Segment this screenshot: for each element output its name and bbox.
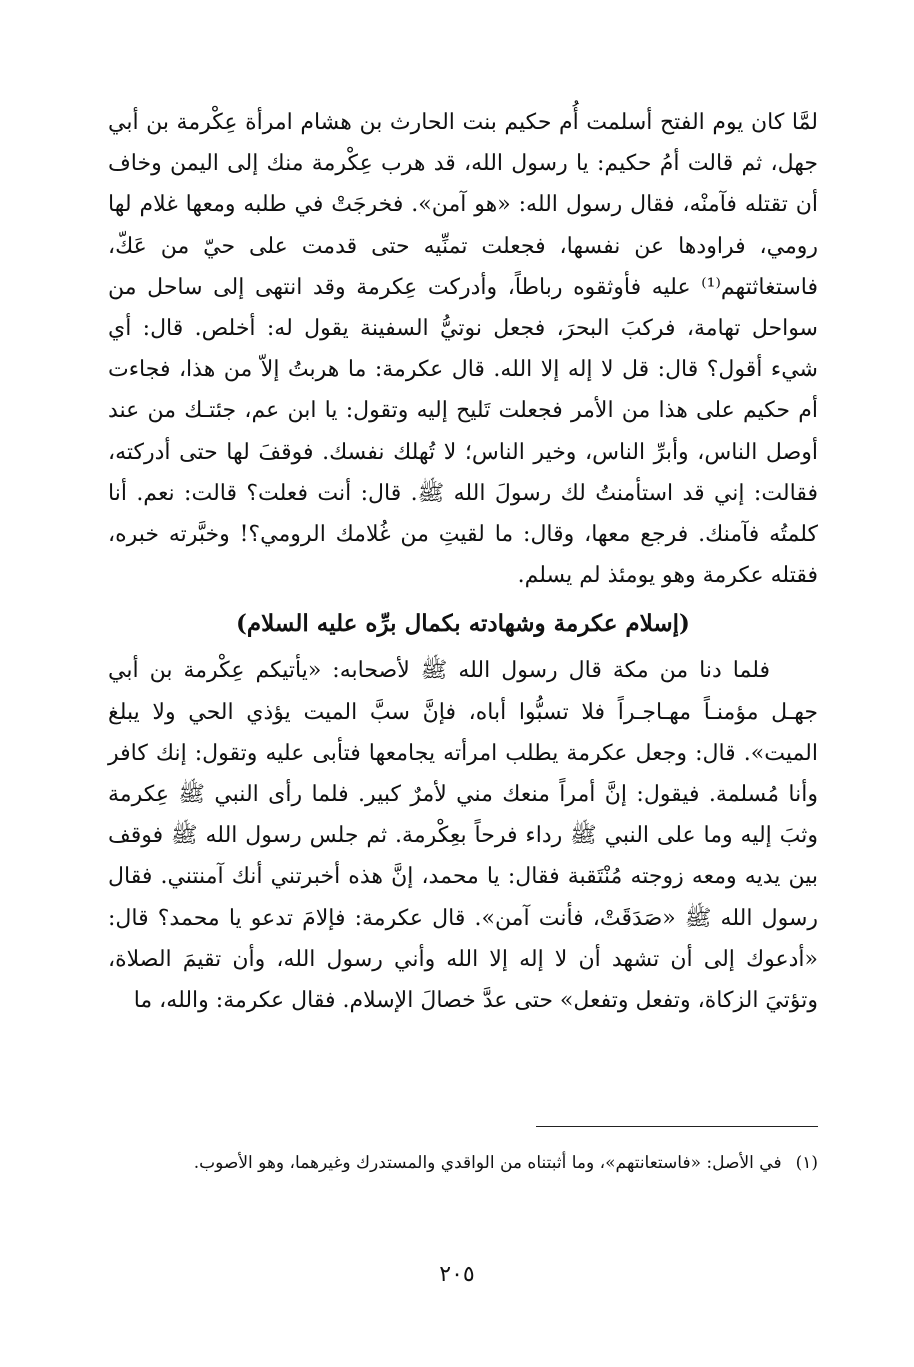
footnote-divider — [536, 1126, 818, 1127]
footnote-text: في الأصل: «فاستعانتهم»، وما أثبتناه من الواقدي والمستدرك وغيرهما، وهو الأصوب. — [193, 1153, 782, 1173]
footnote-number: (١) — [795, 1153, 818, 1173]
paragraph-1: لمَّا كان يوم الفتح أسلمت أُم حكيم بنت الحارث بن هشام امرأة عِكْرمة بن أبي جهل، ثم قالت أمُ حكيم: يا رسول الله، قد هرب عِكْرمة منك إلى اليمن وخاف أن تقتله فآمنْه، فقال رسول الله: «هو آمن». فخرجَتْ في طلبه ومعها غلام لها رومي، فراودها عن نفسها، فجعلت تمنِّيه حتى قدمت على حيّ من عَكّ، فاستغاثتهم⁽¹⁾ عليه فأوثقوه رباطاً، وأدركت عِكرمة وقد انتهى إلى ساحل من سواحل تهامة، فركبَ البحرَ، فجعل نوتيُّ السفينة يقول له: أخلص. قال: أي شيء أقول؟ قال: قل لا إله إلا الله. قال عكرمة: ما هربتُ إلاّ من هذا، فجاءت أم حكيم على هذا من الأمر فجعلت تَليح إليه وتقول: يا ابن عم، جئتـك من عند أوصل الناس، وأبرِّ الناس، وخير الناس؛ لا تُهلك نفسك. فوقفَ لها حتى أدركته، فقالت: إني قد استأمنتُ لك رسولَ الله ﷺ. قال: أنت فعلت؟ قالت: نعم. أنا كلمتُه فآمنك. فرجع معها، وقال: ما لقيتِ من غُلامك الرومي؟! وخبَّرته خبره، فقتله عكرمة وهو يومئذ لم يسلم. — [108, 110, 818, 589]
main-text — [108, 102, 818, 1021]
paragraph-2: فلما دنا من مكة قال رسول الله ﷺ لأصحابه: «يأتيكم عِكْرمة بن أبي جهـل مؤمنـاً مهـاجـراً فلا تسبُّوا أباه، فإنَّ سبَّ الميت يؤذي الحي ولا يبلغ الميت». قال: وجعل عكرمة يطلب امرأته يجامعها فتأبى عليه وتقول: إنك كافر وأنا مُسلمة. فيقول: إنَّ أمراً منعك مني لأمرٌ كبير. فلما رأى النبي ﷺ عِكرمة وثبَ إليه وما على النبي ﷺ رداء فرحاً بعِكْرمة. ثم جلس رسول الله ﷺ فوقف بين يديه ومعه زوجته مُنْتَقبة فقال: يا محمد، إنَّ هذه أخبرتني أنك آمنتني. فقال رسول الله ﷺ «صَدَقَتْ، فأنت آمن». قال عكرمة: فإلامَ تدعو يا محمد؟ قال: «أدعوك إلى أن تشهد أن لا إله إلا الله وأني رسول الله، وأن تقيمَ الصلاة، وتؤتيَ الزكاة، وتفعل وتفعل» حتى عدَّ خصالَ الإسلام. فقال عكرمة: والله، ما — [108, 658, 818, 1014]
footnote — [108, 1146, 818, 1180]
section-heading: (إسلام عكرمة وشهادته بكمال برِّه عليه السلام) — [236, 610, 690, 638]
page-number: ٢٠٥ — [439, 1262, 475, 1287]
